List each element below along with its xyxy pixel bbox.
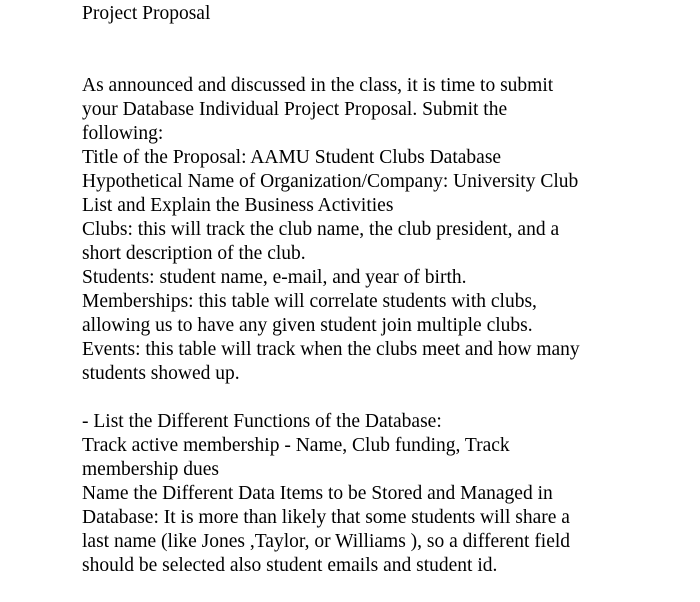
text-line: - List the Different Functions of the Database: xyxy=(82,411,442,432)
text-line: allowing us to have any given student join multiple clubs. xyxy=(82,315,533,336)
text-line: As announced and discussed in the class, it is time to submit xyxy=(82,75,554,96)
text-line: Name the Different Data Items to be Stored and Managed in xyxy=(82,483,553,504)
document-body xyxy=(82,74,692,578)
text-line: Memberships: this table will correlate students with clubs, xyxy=(82,291,537,312)
document-page xyxy=(82,0,692,578)
text-line: List and Explain the Business Activities xyxy=(82,195,394,216)
text-line: Title of the Proposal: AAMU Student Clubs Database xyxy=(82,147,502,168)
text-line: short description of the club. xyxy=(82,243,306,264)
text-line: last name (like Jones ,Taylor, or Williams ), so a different field xyxy=(82,531,571,552)
text-line: Students: student name, e-mail, and year of birth. xyxy=(82,267,467,288)
text-line: Events: this table will track when the clubs meet and how many xyxy=(82,339,580,360)
document-title: Project Proposal xyxy=(82,3,211,24)
text-line: Clubs: this will track the club name, the club president, and a xyxy=(82,219,560,240)
paragraph-spacer xyxy=(82,386,692,410)
text-line: Track active membership - Name, Club funding, Track xyxy=(82,435,510,456)
text-line: membership dues xyxy=(82,459,220,480)
text-line: should be selected also student emails and student id. xyxy=(82,555,498,576)
text-line: Hypothetical Name of Organization/Company: University Club xyxy=(82,171,579,192)
text-line: following: xyxy=(82,123,164,144)
text-line: Database: It is more than likely that some students will share a xyxy=(82,507,570,528)
text-line: students showed up. xyxy=(82,363,240,384)
text-line: your Database Individual Project Proposal. Submit the xyxy=(82,99,508,120)
